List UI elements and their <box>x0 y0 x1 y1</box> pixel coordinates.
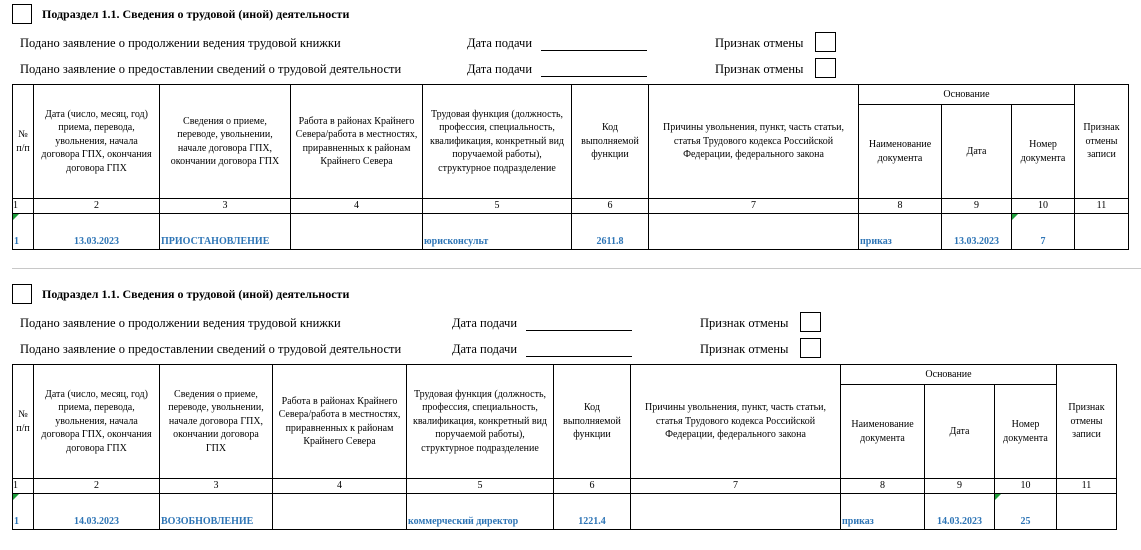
cell-num-value: 1 <box>14 235 19 247</box>
subsection-checkbox[interactable] <box>12 4 32 24</box>
cell-info[interactable]: ПРИОСТАНОВЛЕНИЕ <box>160 214 291 250</box>
header-doc-name: Наименование документа <box>859 105 942 199</box>
table-row <box>13 494 1117 530</box>
col-number: 4 <box>291 199 423 214</box>
col-number: 2 <box>34 199 160 214</box>
cell-marker-icon <box>1012 214 1018 220</box>
subsection-header <box>12 4 349 24</box>
col-number: 6 <box>554 479 631 494</box>
header-reason: Причины увольнения, пункт, часть статьи, статья Трудового кодекса Российской Федерации, федерального закона <box>631 365 841 479</box>
cell-doc-num[interactable] <box>995 494 1057 530</box>
column-numbers-row <box>13 479 1117 494</box>
col-number: 7 <box>649 199 859 214</box>
cell-north[interactable] <box>291 214 423 250</box>
cell-marker-icon <box>995 494 1001 500</box>
work-activity-table <box>12 84 1129 250</box>
header-cancel: Признак отмены записи <box>1057 365 1117 479</box>
cell-doc-name[interactable]: приказ <box>859 214 942 250</box>
continue-workbook-label: Подано заявление о продолжении ведения трудовой книжки <box>20 316 341 330</box>
col-number: 10 <box>995 479 1057 494</box>
table-row <box>13 214 1129 250</box>
header-basis: Основание <box>841 365 1057 385</box>
subsection-title: Подраздел 1.1. Сведения о трудовой (иной) деятельности <box>42 286 350 301</box>
date-label: Дата подачи <box>467 36 533 50</box>
work-activity-table <box>12 364 1117 530</box>
cell-date[interactable]: 13.03.2023 <box>34 214 160 250</box>
cell-function[interactable]: коммерческий директор <box>407 494 554 530</box>
provide-info-label: Подано заявление о предоставлении сведений о трудовой деятельности <box>20 62 402 76</box>
col-number: 4 <box>273 479 407 494</box>
date-field[interactable] <box>541 50 647 51</box>
date-field[interactable] <box>526 356 632 357</box>
cancel-checkbox[interactable] <box>815 58 836 78</box>
cell-north[interactable] <box>273 494 407 530</box>
header-doc-date: Дата <box>925 385 995 479</box>
subsection-1 <box>0 0 1141 270</box>
header-cancel: Признак отмены записи <box>1075 85 1129 199</box>
cell-marker-icon <box>13 494 19 500</box>
header-num: № п/п <box>13 365 34 479</box>
header-reason: Причины увольнения, пункт, часть статьи, статья Трудового кодекса Российской Федерации, федерального закона <box>649 85 859 199</box>
col-number: 11 <box>1057 479 1117 494</box>
cell-info[interactable]: ВОЗОБНОВЛЕНИЕ <box>160 494 273 530</box>
cell-doc-date[interactable]: 14.03.2023 <box>925 494 995 530</box>
col-number: 5 <box>407 479 554 494</box>
col-number: 11 <box>1075 199 1129 214</box>
col-number: 1 <box>13 479 34 494</box>
date-field[interactable] <box>526 330 632 331</box>
cell-num[interactable] <box>13 214 34 250</box>
cancel-label: Признак отмены <box>700 342 789 356</box>
header-north: Работа в районах Крайнего Севера/работа в местностях, приравненных к районам Крайнего Севера <box>273 365 407 479</box>
col-number: 3 <box>160 199 291 214</box>
col-number: 8 <box>859 199 942 214</box>
cancel-label: Признак отмены <box>700 316 789 330</box>
cell-doc-name[interactable]: приказ <box>841 494 925 530</box>
subsection-title: Подраздел 1.1. Сведения о трудовой (иной) деятельности <box>42 6 350 21</box>
date-field[interactable] <box>541 76 647 77</box>
continue-workbook-label: Подано заявление о продолжении ведения трудовой книжки <box>20 36 341 50</box>
cell-function[interactable]: юрисконсульт <box>423 214 572 250</box>
cancel-checkbox[interactable] <box>800 338 821 358</box>
cell-marker-icon <box>13 214 19 220</box>
cell-doc-date[interactable]: 13.03.2023 <box>942 214 1012 250</box>
cell-doc-num[interactable] <box>1012 214 1075 250</box>
col-number: 3 <box>160 479 273 494</box>
col-number: 1 <box>13 199 34 214</box>
header-date: Дата (число, месяц, год) приема, перевода, увольнения, начала договора ГПХ, окончания договора ГПХ <box>34 365 160 479</box>
header-north: Работа в районах Крайнего Севера/работа в местностях, приравненных к районам Крайнего Севера <box>291 85 423 199</box>
cell-num[interactable] <box>13 494 34 530</box>
cell-date[interactable]: 14.03.2023 <box>34 494 160 530</box>
date-label: Дата подачи <box>452 316 518 330</box>
col-number: 8 <box>841 479 925 494</box>
cell-reason[interactable] <box>649 214 859 250</box>
col-number: 9 <box>925 479 995 494</box>
subsection-header <box>12 284 349 304</box>
date-label: Дата подачи <box>467 62 533 76</box>
col-number: 10 <box>1012 199 1075 214</box>
header-doc-num: Номер документа <box>995 385 1057 479</box>
header-doc-date: Дата <box>942 105 1012 199</box>
header-num: № п/п <box>13 85 34 199</box>
section-divider <box>12 268 1141 269</box>
col-number: 5 <box>423 199 572 214</box>
header-code: Код выполняемой функции <box>572 85 649 199</box>
header-doc-num: Номер документа <box>1012 105 1075 199</box>
cancel-checkbox[interactable] <box>800 312 821 332</box>
subsection-2 <box>0 280 1141 550</box>
cancel-label: Признак отмены <box>715 36 804 50</box>
col-number: 9 <box>942 199 1012 214</box>
column-numbers-row <box>13 199 1129 214</box>
cell-reason[interactable] <box>631 494 841 530</box>
col-number: 2 <box>34 479 160 494</box>
subsection-checkbox[interactable] <box>12 284 32 304</box>
col-number: 6 <box>572 199 649 214</box>
header-function: Трудовая функция (должность, профессия, специальность, квалификация, конкретный вид поручаемой работы), структурное подразделение <box>407 365 554 479</box>
header-info: Сведения о приеме, переводе, увольнении, начале договора ГПХ, окончании договора ГПХ <box>160 85 291 199</box>
cancel-label: Признак отмены <box>715 62 804 76</box>
header-basis: Основание <box>859 85 1075 105</box>
cell-code[interactable]: 1221.4 <box>554 494 631 530</box>
col-number: 7 <box>631 479 841 494</box>
header-date: Дата (число, месяц, год) приема, перевода, увольнения, начала договора ГПХ, окончания договора ГПХ <box>34 85 160 199</box>
cancel-checkbox[interactable] <box>815 32 836 52</box>
header-code: Код выполняемой функции <box>554 365 631 479</box>
provide-info-label: Подано заявление о предоставлении сведений о трудовой деятельности <box>20 342 402 356</box>
header-function: Трудовая функция (должность, профессия, специальность, квалификация, конкретный вид поручаемой работы), структурное подразделение <box>423 85 572 199</box>
cell-num-value: 1 <box>14 515 19 527</box>
header-info: Сведения о приеме, переводе, увольнении, начале договора ГПХ, окончании договора ГПХ <box>160 365 273 479</box>
header-doc-name: Наименование документа <box>841 385 925 479</box>
cell-code[interactable]: 2611.8 <box>572 214 649 250</box>
date-label: Дата подачи <box>452 342 518 356</box>
cell-cancel[interactable] <box>1075 214 1129 250</box>
cell-cancel[interactable] <box>1057 494 1117 530</box>
cell-doc-num-value: 7 <box>1040 235 1046 247</box>
cell-doc-num-value: 25 <box>1020 515 1031 527</box>
